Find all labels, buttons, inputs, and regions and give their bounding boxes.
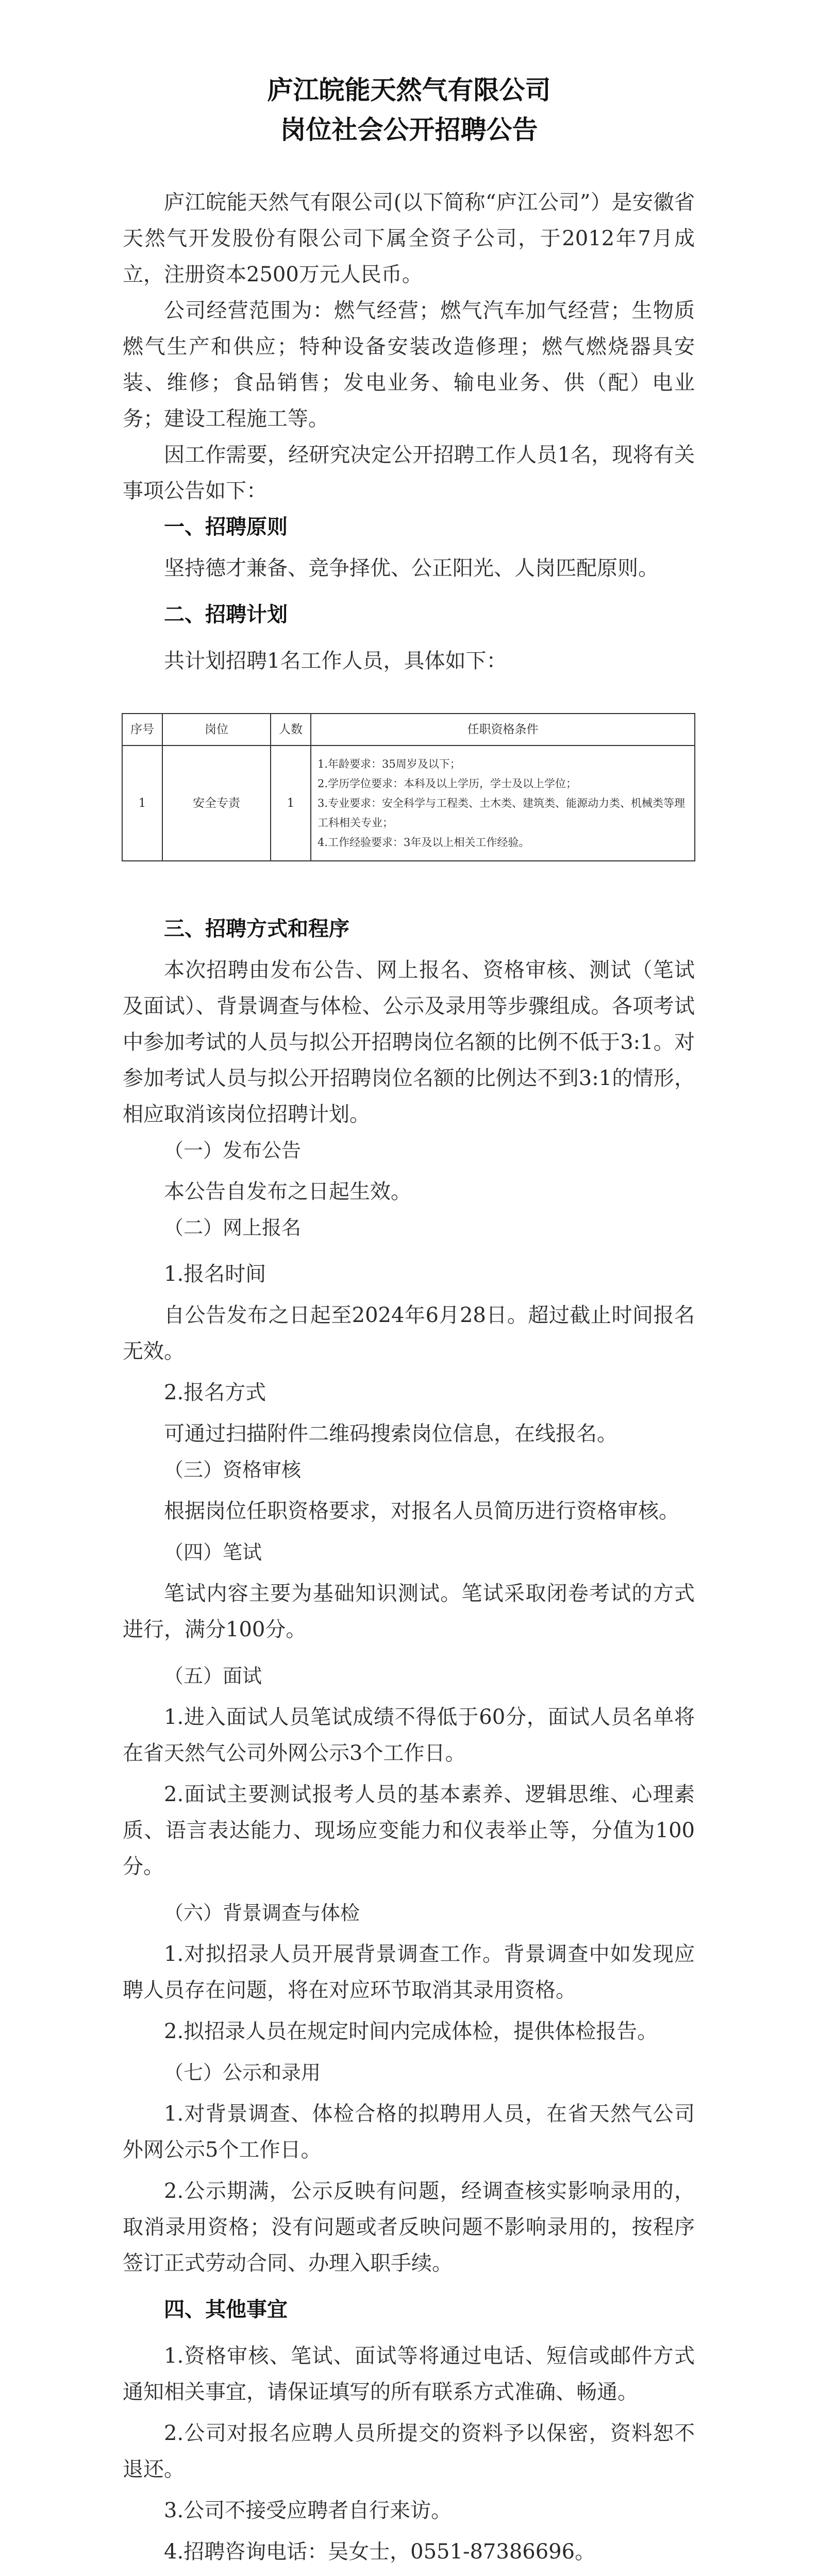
intro-paragraph-3: 因工作需要，经研究决定公开招聘工作人员1名，现将有关事项公告如下： bbox=[123, 443, 695, 503]
table-header-row bbox=[122, 714, 695, 745]
table-cell-post: 安全专责 bbox=[162, 745, 271, 861]
section-3-6-heading: （六）背景调查与体检 bbox=[164, 1902, 360, 1924]
section-3-5-heading: （五）面试 bbox=[164, 1665, 262, 1687]
section-3-3-text: 根据岗位任职资格要求，对报名人员简历进行资格审核。 bbox=[164, 1499, 679, 1523]
section-3-2-item-2-text: 可通过扫描附件二维码搜索岗位信息，在线报名。 bbox=[164, 1422, 617, 1446]
section-3-2-item-1: 1.报名时间 bbox=[164, 1262, 266, 1286]
section-1-text: 坚持德才兼备、竞争择优、公正阳光、人岗匹配原则。 bbox=[164, 556, 659, 580]
section-2-heading: 二、招聘计划 bbox=[164, 603, 288, 626]
section-4-item-1: 1.资格审核、笔试、面试等将通过电话、短信或邮件方式通知相关事宜，请保证填写的所有联系方式准确、畅通。 bbox=[123, 2344, 695, 2404]
section-3-7-text-2: 2.公示期满，公示反映有问题，经调查核实影响录用的，取消录用资格；没有问题或者反映问题不影响录用的，按程序签订正式劳动合同、办理入职手续。 bbox=[123, 2179, 695, 2275]
requirement-experience: 4.工作经验要求：3年及以上相关工作经验。 bbox=[318, 836, 530, 849]
table-header-requirements: 任职资格条件 bbox=[311, 714, 695, 745]
section-1-heading: 一、招聘原则 bbox=[164, 515, 288, 539]
requirement-major: 3.专业要求：安全科学与工程类、土木类、建筑类、能源动力类、机械类等理工科相关专业； bbox=[318, 797, 686, 829]
section-3-1-text: 本公告自发布之日起生效。 bbox=[164, 1180, 411, 1204]
requirement-age: 1.年龄要求：35周岁及以下； bbox=[318, 758, 461, 770]
section-3-7-heading: （七）公示和录用 bbox=[164, 2061, 321, 2084]
intro-paragraph-2: 公司经营范围为：燃气经营；燃气汽车加气经营；生物质燃气生产和供应；特种设备安装改造修理；燃气燃烧器具安装、维修；食品销售；发电业务、输电业务、供（配）电业务；建设工程施工等。 bbox=[123, 299, 695, 431]
section-3-7-text-1: 1.对背景调查、体检合格的拟聘用人员，在省天然气公司外网公示5个工作日。 bbox=[123, 2102, 695, 2162]
intro-paragraph-1: 庐江皖能天然气有限公司(以下简称“庐江公司”）是安徽省天然气开发股份有限公司下属全资子公司，于2012年7月成立，注册资本2500万元人民币。 bbox=[123, 191, 695, 286]
section-3-2-heading: （二）网上报名 bbox=[164, 1216, 302, 1239]
section-4-item-4: 4.招聘咨询电话：吴女士，0551-87386696。 bbox=[164, 2540, 596, 2564]
table-row bbox=[122, 745, 695, 861]
table-cell-no: 1 bbox=[122, 745, 162, 861]
section-3-6-text-1: 1.对拟招录人员开展背景调查工作。背景调查中如发现应聘人员存在问题，将在对应环节取消其录用资格。 bbox=[123, 1942, 695, 2002]
section-4-item-3: 3.公司不接受应聘者自行来访。 bbox=[164, 2499, 452, 2522]
section-3-intro: 本次招聘由发布公告、网上报名、资格审核、测试（笔试及面试）、背景调查与体检、公示及录用等步骤组成。各项考试中参加考试的人员与拟公开招聘岗位名额的比例不低于3:1。对参加考试人员与拟公开招聘岗位名额的比例达不到3:1的情形，相应取消该岗位招聘计划。 bbox=[123, 958, 695, 1126]
section-3-5-text-2: 2.面试主要测试报考人员的基本素养、逻辑思维、心理素质、语言表达能力、现场应变能力和仪表举止等，分值为100分。 bbox=[123, 1783, 695, 1878]
section-2-text: 共计划招聘1名工作人员，具体如下： bbox=[164, 649, 507, 673]
section-3-2-item-1-text: 自公告发布之日起至2024年6月28日。超过截止时间报名无效。 bbox=[123, 1303, 695, 1363]
table-cell-requirements bbox=[311, 745, 695, 861]
section-3-4-heading: （四）笔试 bbox=[164, 1541, 262, 1564]
section-3-2-item-2: 2.报名方式 bbox=[164, 1381, 266, 1404]
section-3-heading: 三、招聘方式和程序 bbox=[164, 917, 349, 941]
title-line-1: 庐江皖能天然气有限公司 bbox=[267, 75, 551, 105]
table-header-no: 序号 bbox=[122, 714, 162, 745]
section-3-4-text: 笔试内容主要为基础知识测试。笔试采取闭卷考试的方式进行，满分100分。 bbox=[123, 1582, 695, 1641]
recruitment-plan-table bbox=[122, 713, 695, 861]
requirement-education: 2.学历学位要求：本科及以上学历，学士及以上学位； bbox=[318, 777, 577, 790]
table-header-post: 岗位 bbox=[162, 714, 271, 745]
table-header-count: 人数 bbox=[271, 714, 311, 745]
section-3-5-text-1: 1.进入面试人员笔试成绩不得低于60分，面试人员名单将在省天然气公司外网公示3个工作日。 bbox=[123, 1705, 695, 1765]
section-3-3-heading: （三）资格审核 bbox=[164, 1459, 302, 1481]
section-4-item-2: 2.公司对报名应聘人员所提交的资料予以保密，资料恕不退还。 bbox=[123, 2421, 695, 2481]
table-cell-count: 1 bbox=[271, 745, 311, 861]
section-4-heading: 四、其他事宜 bbox=[164, 2298, 288, 2321]
section-3-6-text-2: 2.拟招录人员在规定时间内完成体检，提供体检报告。 bbox=[164, 2020, 658, 2043]
title-line-2: 岗位社会公开招聘公告 bbox=[280, 115, 538, 145]
section-3-1-heading: （一）发布公告 bbox=[164, 1139, 302, 1162]
